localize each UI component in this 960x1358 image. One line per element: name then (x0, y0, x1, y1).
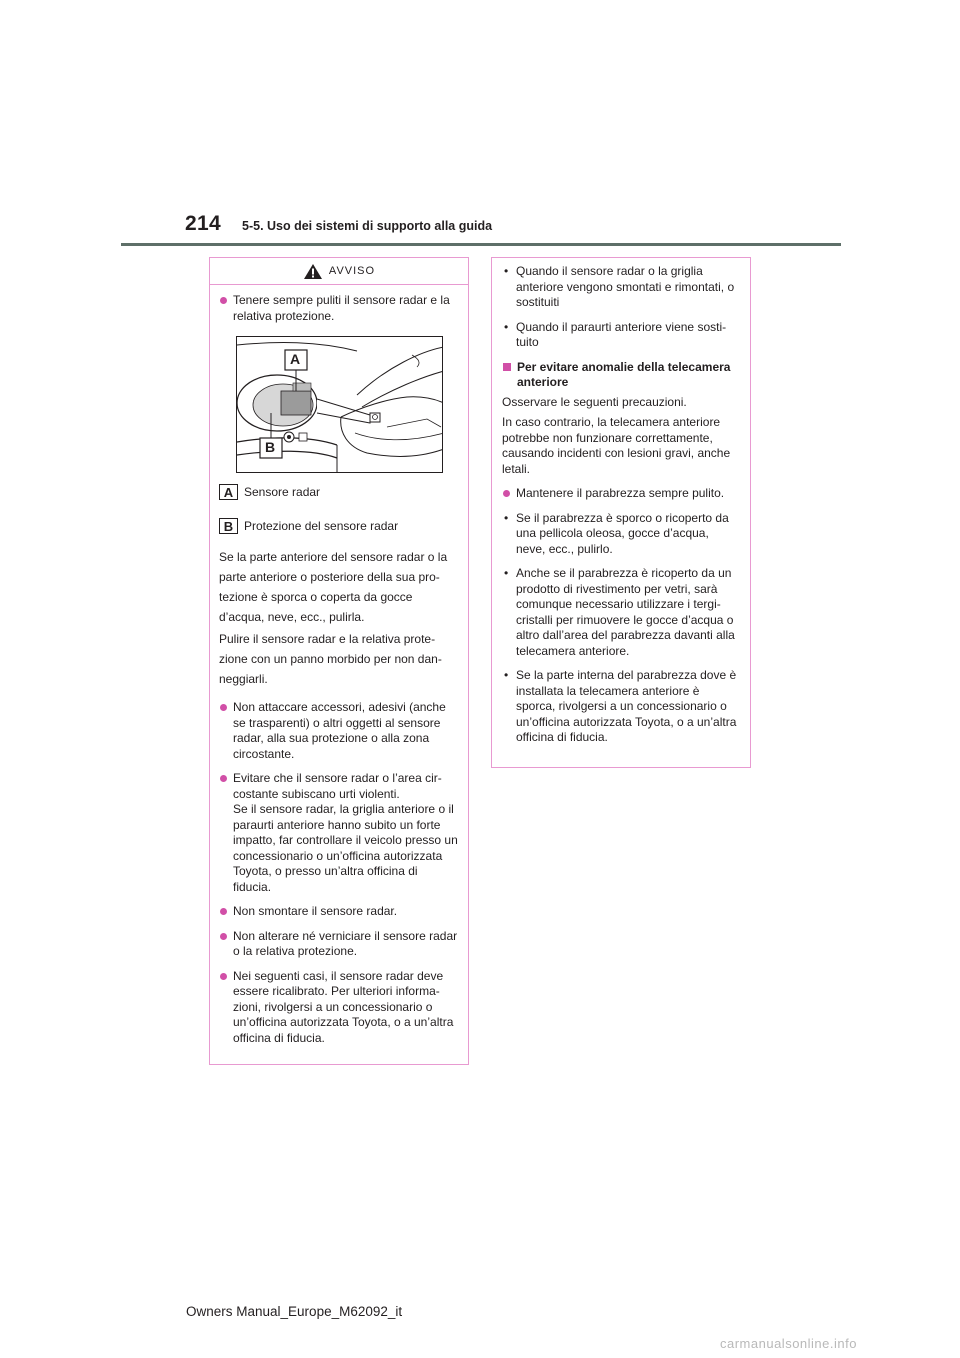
list-item (502, 511, 739, 558)
bullet-dot (220, 973, 227, 980)
watermark-text: carmanualsonline.info (720, 1336, 857, 1351)
spacer (502, 477, 739, 486)
item-mark: • (504, 566, 509, 580)
warning-box (209, 257, 469, 1065)
warning-title: AVVISO (328, 265, 376, 277)
bullet-dot (220, 704, 227, 711)
bullet-text: Evitare che il sensore radar o l’area cir-costante subiscano urti violenti. Se il sensore radar, la griglia anteriore o il paraurti anteriore hanno subito un forte impatto, far controllare il veicolo presso un concessionario o un’officina autorizzata Toyota, o presso un’altra officina di fiducia. (233, 771, 458, 894)
legend-text: Sensore radar (244, 485, 321, 499)
bullet-text: Mantenere il parabrezza sempre pulito. (516, 486, 725, 500)
list-item (502, 486, 739, 502)
warning-header (210, 258, 468, 285)
bullet-dot (220, 933, 227, 940)
list-item (502, 566, 739, 659)
footer-text: Owners Manual_Europe_M62092_it (186, 1304, 403, 1319)
paragraph: Pulire il sensore radar e la relativa prote-zione con un panno morbido per non dan-neggiarli. (219, 632, 442, 686)
bullet-dot (220, 775, 227, 782)
legend (219, 484, 458, 534)
subheading-square (503, 363, 511, 371)
item-text: Anche se il parabrezza è ricoperto da un prodotto di rivestimento per vetri, sarà comunque necessario utilizzare i tergi-cristalli per rimuovere le gocce d’acqua o altro dall’area del parabrezza davanti alla telecamera anteriore. (516, 566, 735, 658)
paragraph: Se la parte anteriore del sensore radar o la parte anteriore o posteriore della sua pro-tezione è sporca o coperta da gocce d’acqua, neve, ecc., pulirla. (219, 550, 448, 624)
item-text: Se il parabrezza è sporco o ricoperto da una pellicola oleosa, gocce d’acqua, neve, ecc., pulirlo. (516, 510, 729, 556)
header-rule (121, 243, 841, 246)
bullet-text: Nei seguenti casi, il sensore radar deve essere ricalibrato. Per ulteriori informa-zioni, rivolgersi a un concessionario o un’officina autorizzata Toyota, o a un’altra officina di fiducia. (233, 968, 454, 1045)
paragraph: Osservare le seguenti precauzioni. (502, 394, 687, 409)
legend-row (219, 518, 458, 534)
list-item (219, 700, 458, 762)
item-mark: • (504, 319, 509, 334)
warning-body (210, 285, 468, 1046)
warning-box-continued (491, 257, 751, 768)
bullet-text: Non smontare il sensore radar. (233, 904, 398, 918)
item-text: Se la parte interna del parabrezza dove è installata la telecamera anteriore è sporca, rivolgersi a un concessionario o un’officina autorizzata Toyota, o a un’altra officina di fiducia. (516, 668, 737, 744)
list-item (219, 904, 458, 920)
list-item (502, 320, 739, 351)
subheading (502, 360, 739, 391)
callout-b-label: B (265, 439, 276, 455)
page-number: 214 (185, 212, 221, 235)
section-title: 5-5. Uso dei sistemi di supporto alla guida (242, 219, 493, 233)
item-mark: • (504, 264, 509, 278)
list-item (219, 771, 458, 895)
radar-sensor-illustration (236, 336, 443, 473)
list-item (219, 293, 458, 324)
paragraph: In caso contrario, la telecamera anteriore potrebbe non funzionare correttamente, causando incidenti con lesioni gravi, anche letali. (502, 415, 731, 476)
item-text: Quando il sensore radar o la griglia anteriore vengono smontati e rimontati, o sostituiti (516, 264, 735, 309)
list-item (219, 969, 458, 1047)
legend-key: B (219, 518, 238, 534)
legend-row (219, 484, 458, 500)
bullet-dot (220, 908, 227, 915)
bullet-list (219, 700, 458, 1046)
bullet-text: Non attaccare accessori, adesivi (anche se trasparenti) o altri oggetti al sensore radar, alla sua protezione o alla zona circostante. (233, 700, 446, 761)
item-mark: • (504, 510, 509, 525)
legend-key: A (219, 484, 238, 500)
item-text: Quando il paraurti anteriore viene sosti-tuito (516, 319, 727, 349)
bullet-dot (503, 490, 510, 497)
bullet-text: Non alterare né verniciare il sensore radar o la relativa protezione. (233, 928, 458, 958)
item-mark: • (504, 668, 509, 682)
list-item (502, 264, 739, 311)
list-item (219, 929, 458, 960)
list-item (502, 668, 739, 746)
bullet-dot (220, 297, 227, 304)
callout-a-label: A (290, 351, 301, 367)
warning-triangle-icon (303, 263, 323, 280)
subheading-text: Per evitare anomalie della telecamera anteriore (517, 359, 731, 389)
legend-text: Protezione del sensore radar (244, 519, 399, 533)
bullet-text: Tenere sempre puliti il sensore radar e la relativa protezione. (233, 293, 450, 323)
